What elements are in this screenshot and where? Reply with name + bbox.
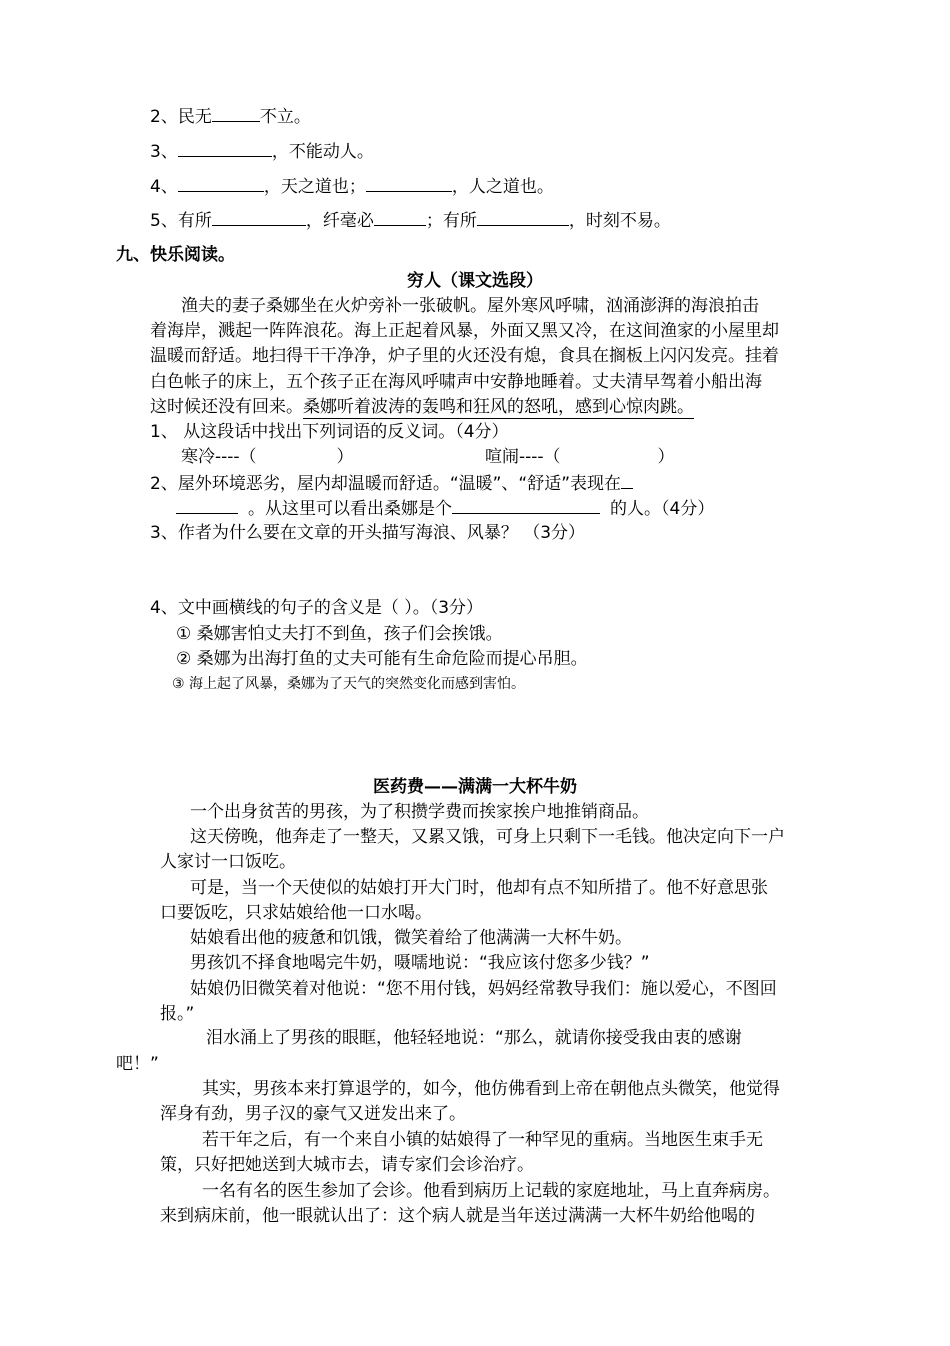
fill-text: ，天之道也；	[263, 177, 366, 197]
passage1-line-last	[150, 396, 694, 418]
passage2-line: 姑娘看出他的疲惫和饥饿，微笑着给了他满满一大杯牛奶。	[190, 928, 632, 948]
passage1-line: 着海岸，溅起一阵阵浪花。海上正起着风暴，外面又黑又冷，在这间渔家的小屋里却	[150, 321, 779, 341]
option-2: ② 桑娜为出海打鱼的丈夫可能有生命危险而提心吊胆。	[176, 649, 588, 669]
fill-text: 4、	[150, 177, 178, 197]
passage1-line: 白色帐子的床上，五个孩子正在海风呼啸声中安静地睡着。丈夫清早驾着小船出海	[150, 372, 762, 392]
fill-text: 2、民无	[150, 107, 212, 127]
passage2-line: 这天傍晚，他奔走了一整天，又累又饿，可身上只剩下一毛钱。他决定向下一户	[190, 827, 785, 847]
passage2-title: 医药费——满满一大杯牛奶	[373, 777, 577, 797]
fill-item-3	[150, 140, 374, 163]
antonym-a-label: 寒冷----（	[181, 447, 257, 467]
passage2-line: 吧！”	[116, 1054, 159, 1074]
fill-text: 不立。	[259, 107, 311, 127]
answer-blank[interactable]	[178, 140, 272, 157]
answer-blank[interactable]	[176, 497, 238, 514]
fill-text: ，不能动人。	[271, 142, 374, 162]
antonym-b-label: 喧闹----（	[485, 447, 561, 467]
underlined-sentence: 桑娜听着波涛的轰鸣和狂风的怒吼，感到心惊肉跳。	[303, 397, 694, 417]
answer-area[interactable]	[150, 548, 800, 596]
passage1-text: 这时候还没有回来。	[150, 397, 303, 417]
fill-text: ，纤毫必	[305, 211, 374, 231]
answer-blank[interactable]	[374, 209, 426, 226]
fill-text: ；有所	[425, 211, 477, 231]
fill-text: ，时刻不易。	[568, 211, 671, 231]
fill-item-4	[150, 175, 554, 198]
section-heading: 九、快乐阅读。	[116, 245, 235, 265]
passage2-line: 其实，男孩本来打算退学的，如今，他仿佛看到上帝在朝他点头微笑，他觉得	[202, 1079, 780, 1099]
answer-blank[interactable]	[621, 472, 633, 489]
passage2-line: 浑身有劲，男子汉的豪气又迸发出来了。	[160, 1104, 466, 1124]
passage1-line: 温暖而舒适。地扫得干干净净，炉子里的火还没有熄，食具在搁板上闪闪发亮。挂着	[150, 346, 779, 366]
antonym-a-close: ）	[336, 447, 354, 467]
passage2-line: 姑娘仍旧微笑着对他说：“您不用付钱，妈妈经常教导我们：施以爱心，不图回	[190, 979, 777, 999]
passage2-line: 策，只好把她送到大城市去，请专家们会诊治疗。	[160, 1155, 534, 1175]
option-1: ① 桑娜害怕丈夫打不到鱼，孩子们会挨饿。	[176, 624, 503, 644]
fill-item-2	[150, 105, 311, 128]
fill-text: 3、	[150, 142, 178, 162]
answer-blank[interactable]	[477, 209, 569, 226]
question-2-text: 的人。（4分）	[610, 499, 715, 519]
question-1: 1、 从这段话中找出下列词语的反义词。（4分）	[150, 422, 509, 442]
option-3: ③ 海上起了风暴，桑娜为了天气的突然变化而感到害怕。	[172, 676, 525, 692]
question-2-line2	[176, 497, 714, 520]
question-4: 4、文中画横线的句子的含义是（ ）。（3分）	[150, 598, 484, 618]
passage2-line: 报。”	[160, 1004, 195, 1024]
passage2-line: 口要饭吃，只求姑娘给他一口水喝。	[160, 903, 432, 923]
question-3: 3、作者为什么要在文章的开头描写海浪、风暴？ （3分）	[150, 523, 586, 543]
passage2-line: 可是，当一个天使似的姑娘打开大门时，他却有点不知所措了。他不好意思张	[190, 878, 768, 898]
passage2-line: 一名有名的医生参加了会诊。他看到病历上记载的家庭地址，马上直奔病房。	[202, 1181, 780, 1201]
answer-blank[interactable]	[452, 497, 600, 514]
question-2-text: 。从这里可以看出桑娜是个	[248, 499, 452, 519]
fill-item-5	[150, 209, 671, 232]
antonym-b-close: ）	[657, 447, 675, 467]
antonym-a	[181, 446, 354, 468]
passage2-line: 男孩饥不择食地喝完牛奶，嗫嚅地说：“我应该付您多少钱？”	[190, 953, 650, 973]
antonym-b	[485, 446, 675, 468]
answer-blank[interactable]	[212, 105, 260, 122]
answer-blank[interactable]	[212, 209, 306, 226]
fill-text: 5、有所	[150, 211, 212, 231]
question-2	[150, 472, 633, 495]
passage2-line: 泪水涌上了男孩的眼眶，他轻轻地说：“那么，就请你接受我由衷的感谢	[206, 1028, 742, 1048]
answer-blank[interactable]	[366, 175, 452, 192]
passage2-line: 若干年之后，有一个来自小镇的姑娘得了一种罕见的重病。当地医生束手无	[202, 1130, 763, 1150]
passage2-line: 来到病床前，他一眼就认出了：这个病人就是当年送过满满一大杯牛奶给他喝的	[160, 1206, 755, 1226]
answer-blank[interactable]	[178, 175, 264, 192]
fill-text: ，人之道也。	[451, 177, 554, 197]
passage2-line: 人家讨一口饭吃。	[160, 852, 296, 872]
question-2-text: 2、屋外环境恶劣，屋内却温暖而舒适。“温暖”、“舒适”表现在	[150, 474, 622, 494]
passage2-line: 一个出身贫苦的男孩，为了积攒学费而挨家挨户地推销商品。	[190, 802, 649, 822]
passage1-title: 穷人（课文选段）	[407, 271, 543, 291]
passage1-line: 渔夫的妻子桑娜坐在火炉旁补一张破帆。屋外寒风呼啸，汹涌澎湃的海浪拍击	[181, 296, 759, 316]
